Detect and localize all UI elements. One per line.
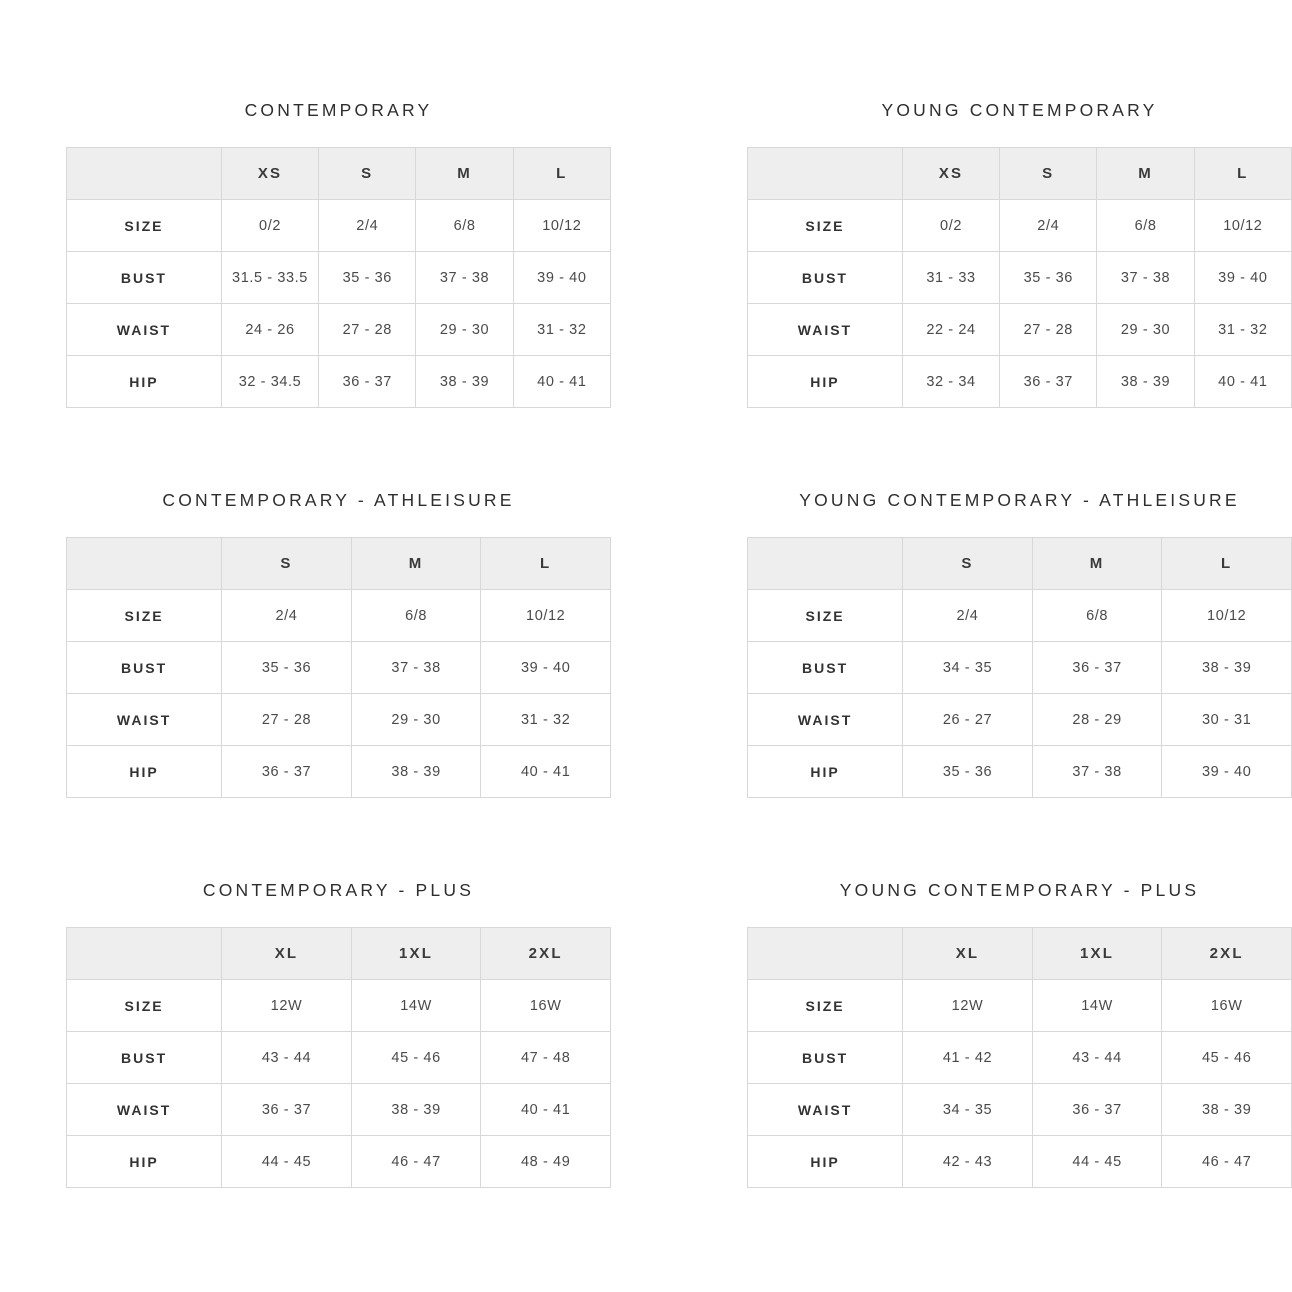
table-header-row xyxy=(748,928,1292,980)
table-cell: 38 - 39 xyxy=(1162,1084,1292,1136)
table-cell: 36 - 37 xyxy=(1000,356,1097,408)
table-cell: 32 - 34.5 xyxy=(221,356,318,408)
column-header: 1XL xyxy=(351,928,481,980)
table-row xyxy=(67,642,611,694)
row-header: HIP xyxy=(67,746,222,798)
table-cell: 27 - 28 xyxy=(1000,304,1097,356)
table-cell: 36 - 37 xyxy=(1032,1084,1162,1136)
size-chart-block-young-contemporary-athleisure xyxy=(747,490,1292,798)
table-row xyxy=(67,1084,611,1136)
table-cell: 16W xyxy=(1162,980,1292,1032)
table-cell: 29 - 30 xyxy=(416,304,513,356)
row-header: SIZE xyxy=(67,980,222,1032)
table-cell: 6/8 xyxy=(1097,200,1194,252)
row-header: WAIST xyxy=(748,1084,903,1136)
table-row xyxy=(748,1032,1292,1084)
table-row xyxy=(748,1084,1292,1136)
table-cell: 16W xyxy=(481,980,611,1032)
size-table xyxy=(747,147,1292,408)
table-cell: 34 - 35 xyxy=(903,642,1033,694)
column-header: M xyxy=(1097,148,1194,200)
table-cell: 29 - 30 xyxy=(1097,304,1194,356)
row-header: BUST xyxy=(748,642,903,694)
row-header: BUST xyxy=(748,1032,903,1084)
row-header: WAIST xyxy=(67,1084,222,1136)
row-header: SIZE xyxy=(748,200,903,252)
header-corner xyxy=(748,148,903,200)
row-header: WAIST xyxy=(748,694,903,746)
table-row xyxy=(67,200,611,252)
size-chart-block-young-contemporary xyxy=(747,100,1292,408)
table-cell: 10/12 xyxy=(1194,200,1291,252)
table-cell: 37 - 38 xyxy=(1097,252,1194,304)
table-cell: 43 - 44 xyxy=(222,1032,352,1084)
table-cell: 6/8 xyxy=(351,590,481,642)
table-row xyxy=(748,694,1292,746)
size-table xyxy=(747,927,1292,1188)
table-cell: 40 - 41 xyxy=(1194,356,1291,408)
header-corner xyxy=(67,928,222,980)
table-row xyxy=(748,304,1292,356)
table-row xyxy=(748,252,1292,304)
table-cell: 10/12 xyxy=(1162,590,1292,642)
table-cell: 35 - 36 xyxy=(1000,252,1097,304)
table-cell: 48 - 49 xyxy=(481,1136,611,1188)
table-row xyxy=(67,1032,611,1084)
table-cell: 2/4 xyxy=(1000,200,1097,252)
table-cell: 31 - 32 xyxy=(513,304,610,356)
table-header-row xyxy=(748,148,1292,200)
column-header: L xyxy=(1194,148,1291,200)
row-header: HIP xyxy=(67,356,222,408)
table-row xyxy=(748,746,1292,798)
table-cell: 26 - 27 xyxy=(903,694,1033,746)
table-cell: 38 - 39 xyxy=(1162,642,1292,694)
table-cell: 0/2 xyxy=(902,200,999,252)
table-cell: 12W xyxy=(222,980,352,1032)
chart-title: CONTEMPORARY - PLUS xyxy=(202,880,475,900)
table-cell: 40 - 41 xyxy=(481,746,611,798)
table-cell: 38 - 39 xyxy=(416,356,513,408)
table-row xyxy=(67,252,611,304)
size-table xyxy=(66,927,611,1188)
table-row xyxy=(748,200,1292,252)
table-cell: 35 - 36 xyxy=(903,746,1033,798)
table-cell: 37 - 38 xyxy=(351,642,481,694)
row-header: SIZE xyxy=(67,590,222,642)
header-corner xyxy=(748,928,903,980)
column-header: 2XL xyxy=(481,928,611,980)
table-row xyxy=(67,980,611,1032)
size-table xyxy=(66,537,611,798)
table-cell: 36 - 37 xyxy=(319,356,416,408)
table-row xyxy=(748,642,1292,694)
row-header: HIP xyxy=(748,746,903,798)
column-header: L xyxy=(1162,538,1292,590)
table-cell: 35 - 36 xyxy=(222,642,352,694)
table-cell: 45 - 46 xyxy=(351,1032,481,1084)
table-cell: 36 - 37 xyxy=(1032,642,1162,694)
chart-title: CONTEMPORARY - ATHLEISURE xyxy=(162,490,515,510)
column-header: L xyxy=(513,148,610,200)
table-cell: 36 - 37 xyxy=(222,746,352,798)
column-header: S xyxy=(222,538,352,590)
table-cell: 6/8 xyxy=(1032,590,1162,642)
size-table xyxy=(66,147,611,408)
table-cell: 39 - 40 xyxy=(481,642,611,694)
table-cell: 22 - 24 xyxy=(902,304,999,356)
size-table xyxy=(747,537,1292,798)
table-row xyxy=(748,356,1292,408)
table-cell: 46 - 47 xyxy=(1162,1136,1292,1188)
table-cell: 12W xyxy=(903,980,1033,1032)
row-header: SIZE xyxy=(67,200,222,252)
table-cell: 39 - 40 xyxy=(513,252,610,304)
table-cell: 10/12 xyxy=(513,200,610,252)
row-header: BUST xyxy=(67,1032,222,1084)
table-cell: 2/4 xyxy=(319,200,416,252)
table-cell: 31 - 33 xyxy=(902,252,999,304)
table-row xyxy=(67,746,611,798)
table-cell: 2/4 xyxy=(903,590,1033,642)
header-corner xyxy=(748,538,903,590)
table-cell: 40 - 41 xyxy=(513,356,610,408)
table-cell: 35 - 36 xyxy=(319,252,416,304)
table-cell: 38 - 39 xyxy=(351,1084,481,1136)
table-row xyxy=(748,590,1292,642)
table-header-row xyxy=(67,148,611,200)
table-cell: 30 - 31 xyxy=(1162,694,1292,746)
column-header: S xyxy=(903,538,1033,590)
header-corner xyxy=(67,148,222,200)
size-chart-block-contemporary-athleisure xyxy=(66,490,611,798)
table-row xyxy=(67,304,611,356)
row-header: SIZE xyxy=(748,590,903,642)
table-cell: 29 - 30 xyxy=(351,694,481,746)
table-cell: 31 - 32 xyxy=(1194,304,1291,356)
table-cell: 45 - 46 xyxy=(1162,1032,1292,1084)
table-cell: 10/12 xyxy=(481,590,611,642)
table-row xyxy=(67,356,611,408)
size-chart-block-young-contemporary-plus xyxy=(747,880,1292,1188)
table-cell: 43 - 44 xyxy=(1032,1032,1162,1084)
row-header: SIZE xyxy=(748,980,903,1032)
table-cell: 6/8 xyxy=(416,200,513,252)
row-header: BUST xyxy=(67,252,222,304)
chart-title: YOUNG CONTEMPORARY xyxy=(881,100,1158,120)
column-header: S xyxy=(319,148,416,200)
table-cell: 24 - 26 xyxy=(221,304,318,356)
table-header-row xyxy=(67,538,611,590)
table-cell: 42 - 43 xyxy=(903,1136,1033,1188)
chart-title: YOUNG CONTEMPORARY - PLUS xyxy=(839,880,1200,900)
chart-title: CONTEMPORARY xyxy=(244,100,433,120)
table-cell: 37 - 38 xyxy=(1032,746,1162,798)
chart-title: YOUNG CONTEMPORARY - ATHLEISURE xyxy=(799,490,1240,510)
table-cell: 27 - 28 xyxy=(319,304,416,356)
row-header: HIP xyxy=(67,1136,222,1188)
row-header: BUST xyxy=(67,642,222,694)
row-header: WAIST xyxy=(748,304,903,356)
table-cell: 44 - 45 xyxy=(1032,1136,1162,1188)
table-cell: 39 - 40 xyxy=(1194,252,1291,304)
column-header: M xyxy=(1032,538,1162,590)
table-cell: 31.5 - 33.5 xyxy=(221,252,318,304)
table-cell: 40 - 41 xyxy=(481,1084,611,1136)
table-row xyxy=(748,1136,1292,1188)
size-chart-block-contemporary-plus xyxy=(66,880,611,1188)
table-cell: 14W xyxy=(1032,980,1162,1032)
table-row xyxy=(748,980,1292,1032)
table-cell: 37 - 38 xyxy=(416,252,513,304)
column-header: 1XL xyxy=(1032,928,1162,980)
table-row xyxy=(67,694,611,746)
column-header: S xyxy=(1000,148,1097,200)
table-cell: 44 - 45 xyxy=(222,1136,352,1188)
table-header-row xyxy=(748,538,1292,590)
table-cell: 38 - 39 xyxy=(1097,356,1194,408)
row-header: HIP xyxy=(748,356,903,408)
table-cell: 14W xyxy=(351,980,481,1032)
column-header: 2XL xyxy=(1162,928,1292,980)
table-cell: 0/2 xyxy=(221,200,318,252)
table-cell: 46 - 47 xyxy=(351,1136,481,1188)
column-header: L xyxy=(481,538,611,590)
header-corner xyxy=(67,538,222,590)
size-chart-block-contemporary xyxy=(66,100,611,408)
table-cell: 27 - 28 xyxy=(222,694,352,746)
column-header: M xyxy=(416,148,513,200)
table-cell: 38 - 39 xyxy=(351,746,481,798)
table-row xyxy=(67,590,611,642)
table-cell: 39 - 40 xyxy=(1162,746,1292,798)
row-header: WAIST xyxy=(67,304,222,356)
table-header-row xyxy=(67,928,611,980)
column-header: XL xyxy=(903,928,1033,980)
table-cell: 32 - 34 xyxy=(902,356,999,408)
table-cell: 47 - 48 xyxy=(481,1032,611,1084)
table-cell: 28 - 29 xyxy=(1032,694,1162,746)
row-header: WAIST xyxy=(67,694,222,746)
column-header: XS xyxy=(902,148,999,200)
column-header: M xyxy=(351,538,481,590)
column-header: XL xyxy=(222,928,352,980)
table-cell: 31 - 32 xyxy=(481,694,611,746)
column-header: XS xyxy=(221,148,318,200)
row-header: HIP xyxy=(748,1136,903,1188)
table-row xyxy=(67,1136,611,1188)
table-cell: 34 - 35 xyxy=(903,1084,1033,1136)
table-cell: 36 - 37 xyxy=(222,1084,352,1136)
table-cell: 2/4 xyxy=(222,590,352,642)
table-cell: 41 - 42 xyxy=(903,1032,1033,1084)
row-header: BUST xyxy=(748,252,903,304)
